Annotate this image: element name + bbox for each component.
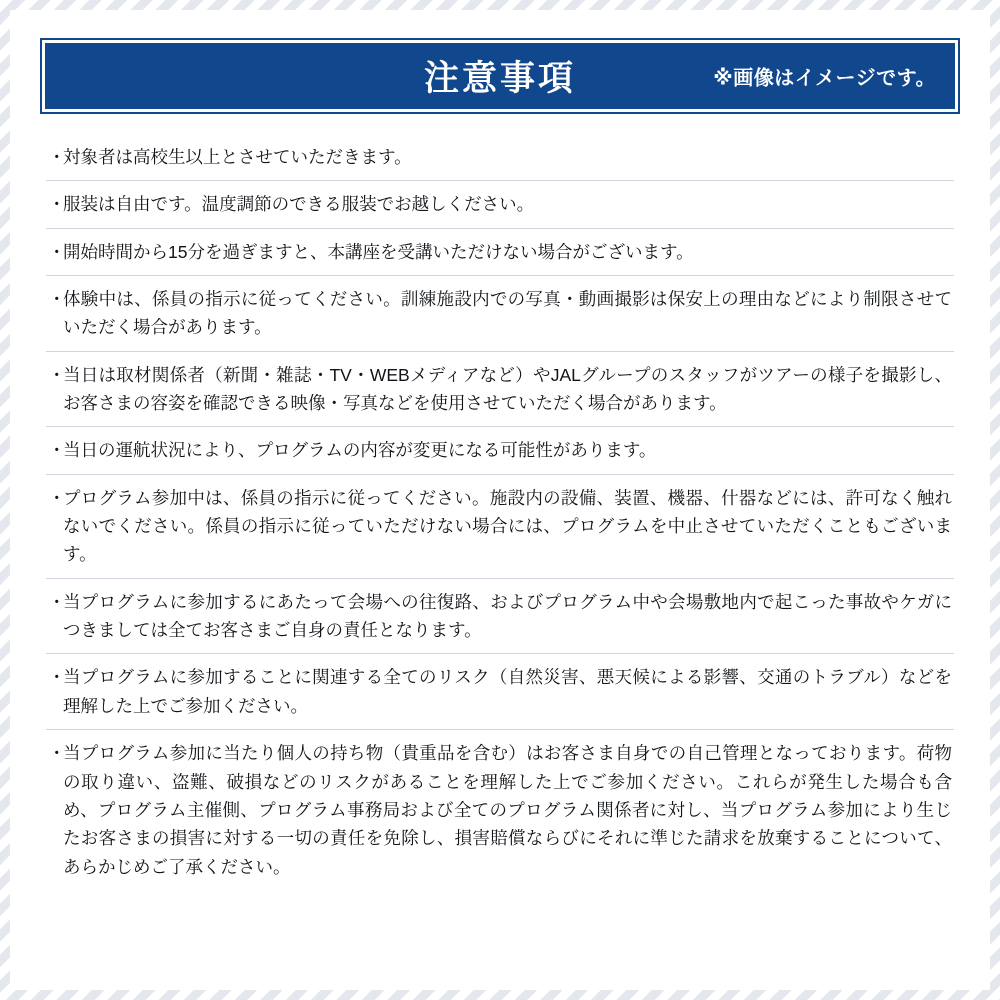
notes-list: [40, 134, 960, 890]
bullet-icon: ・: [48, 743, 66, 764]
bullet-icon: ・: [48, 241, 66, 262]
bullet-icon: ・: [48, 147, 66, 167]
list-item: [46, 134, 954, 181]
list-item: [46, 276, 954, 352]
list-item-text: 当プログラムに参加することに関連する全てのリスク（自然災害、悪天候による影響、交通のトラブル）などを理解した上でご参加ください。: [63, 667, 952, 716]
list-item: [46, 475, 954, 579]
bullet-icon: ・: [48, 667, 66, 688]
bullet-icon: ・: [48, 487, 66, 508]
list-item-text: 対象者は高校生以上とさせていただきます。: [63, 147, 412, 167]
list-item: [46, 579, 954, 655]
list-item: [46, 730, 954, 890]
list-item-text: プログラム参加中は、係員の指示に従ってください。施設内の設備、装置、機器、什器などには、許可なく触れないでください。係員の指示に従っていただけない場合には、プログラムを中止させていただくこともございます。: [63, 487, 952, 565]
list-item-text: 当日の運航状況により、プログラムの内容が変更になる可能性があります。: [63, 440, 657, 461]
list-item-text: 当プログラムに参加するにあたって会場への往復路、およびプログラム中や会場敷地内で起こった事故やケガにつきましては全てお客さまご自身の責任となります。: [63, 591, 952, 641]
list-item-text: 当プログラム参加に当たり個人の持ち物（貴重品を含む）はお客さま自身での自己管理となっております。荷物の取り違い、盗難、破損などのリスクがあることを理解した上でご参加ください。これらが発生した場合も含め、プログラム主催側、プログラム事務局および全てのプログラム関係者に対し、当プログラム参加により生じたお客さまの損害に対する一切の責任を免除し、損害賠償ならびにそれに準じた請求を放棄することについて、あらかじめご了承ください。: [63, 743, 952, 877]
list-item: [46, 352, 954, 428]
notice-card: [10, 10, 990, 990]
list-item: [46, 181, 954, 228]
list-item-text: 開始時間から15分を過ぎますと、本講座を受講いただけない場合がございます。: [63, 241, 694, 262]
list-item: [46, 229, 954, 276]
bullet-icon: ・: [48, 364, 66, 385]
list-item-text: 服装は自由です。温度調節のできる服装でお越しください。: [63, 194, 535, 215]
bullet-icon: ・: [48, 591, 66, 612]
list-item-text: 当日は取材関係者（新聞・雑誌・TV・WEBメディアなど）やJALグループのスタッフがツアーの様子を撮影し、お客さまの容姿を確認できる映像・写真などを使用させていただく場合があります。: [63, 364, 952, 414]
list-item-text: 体験中は、係員の指示に従ってください。訓練施設内での写真・動画撮影は保安上の理由などにより制限させていただく場合があります。: [63, 289, 952, 338]
bullet-icon: ・: [48, 194, 66, 215]
page-title: 注意事項: [423, 59, 576, 98]
bullet-icon: ・: [48, 289, 66, 310]
list-item: [46, 654, 954, 730]
header-image-disclaimer: ※画像はイメージです。: [713, 67, 936, 90]
bullet-icon: ・: [48, 440, 66, 461]
notice-header: [40, 38, 960, 114]
list-item: [46, 427, 954, 474]
